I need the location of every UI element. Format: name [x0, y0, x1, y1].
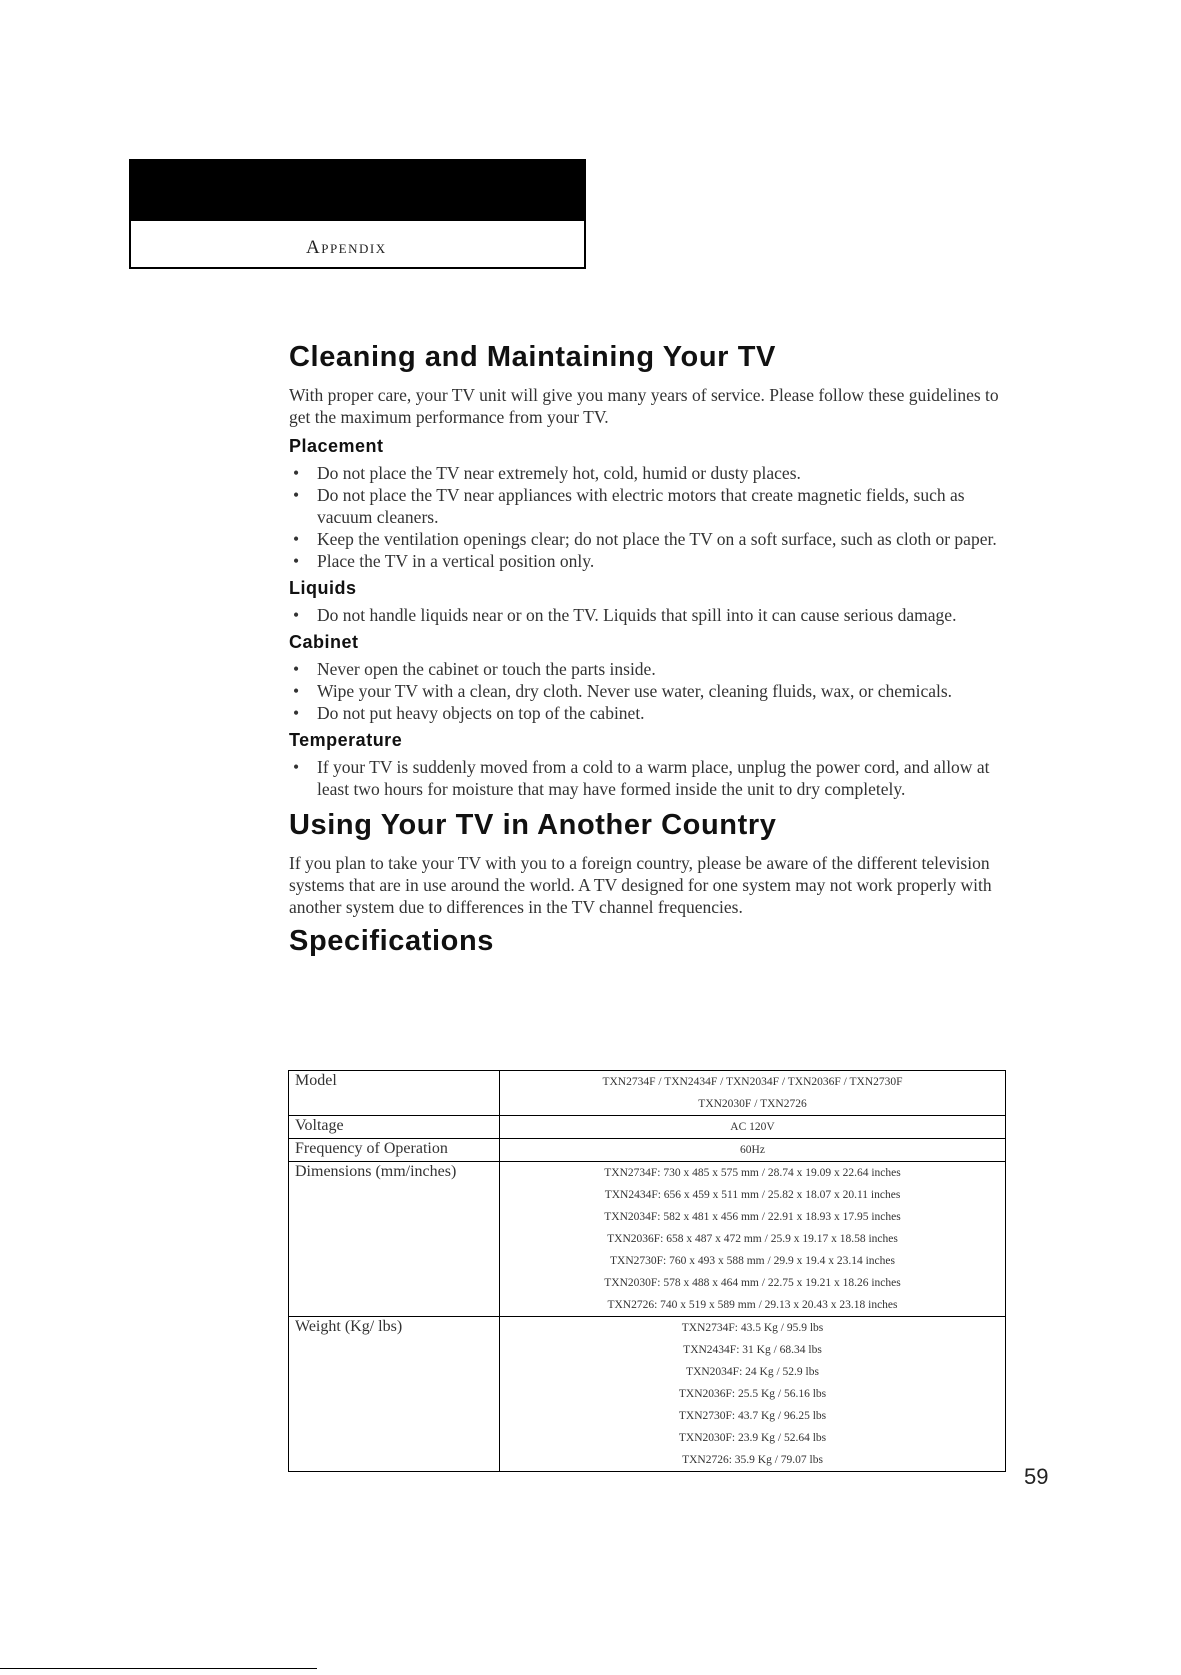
liquids-heading: Liquids: [289, 578, 357, 598]
spec-value-line: TXN2030F / TXN2726: [698, 1098, 807, 1110]
spec-value-line: TXN2734F: 43.5 Kg / 95.9 lbs: [681, 1322, 824, 1334]
table-row: [289, 1116, 1006, 1139]
liquids-list: [289, 604, 1009, 626]
cabinet-list: [289, 658, 1009, 724]
list-item: • Never open the cabinet or touch the parts inside.: [289, 658, 1009, 680]
placement-heading: Placement: [289, 436, 384, 456]
spec-value-line: TXN2036F: 25.5 Kg / 56.16 lbs: [678, 1388, 827, 1400]
list-item: • Do not place the TV near appliances with electric motors that create magnetic fields, such as vacuum cleaners.: [289, 484, 1009, 528]
list-item: • Wipe your TV with a clean, dry cloth. Never use water, cleaning fluids, wax, or chemicals.: [289, 680, 1009, 702]
table-row: [289, 1162, 1006, 1317]
spec-value-line: TXN2726: 35.9 Kg / 79.07 lbs: [682, 1454, 823, 1466]
list-item: • Place the TV in a vertical position only.: [289, 550, 1009, 572]
specifications-table: [288, 1070, 1006, 1472]
page-number: 59: [1024, 1464, 1049, 1489]
spec-value-line: TXN2434F: 31 Kg / 68.34 lbs: [683, 1344, 822, 1356]
list-item: • Do not handle liquids near or on the TV. Liquids that spill into it can cause serious damage.: [289, 604, 1009, 626]
spec-value-line: TXN2036F: 658 x 487 x 472 mm / 25.9 x 19.17 x 18.58 inches: [607, 1233, 898, 1245]
spec-value-voltage: [500, 1116, 1006, 1139]
cabinet-heading: Cabinet: [289, 632, 359, 652]
table-row: [289, 1317, 1006, 1472]
spec-label-weight: Weight (Kg/ lbs): [289, 1317, 500, 1472]
temperature-list: [289, 756, 1009, 800]
spec-label-voltage: Voltage: [289, 1116, 500, 1139]
spec-value-line: TXN2434F: 656 x 459 x 511 mm / 25.82 x 18.07 x 20.11 inches: [604, 1189, 901, 1201]
country-title: Using Your TV in Another Country: [289, 809, 777, 841]
spec-value-line: TXN2034F: 24 Kg / 52.9 lbs: [686, 1366, 819, 1378]
spec-value-frequency: [500, 1139, 1006, 1162]
bottom-divider: [0, 1668, 317, 1669]
table-row: [289, 1071, 1006, 1116]
table-row: [289, 1139, 1006, 1162]
spec-label-frequency: Frequency of Operation: [289, 1139, 500, 1162]
list-item: • If your TV is suddenly moved from a cold to a warm place, unplug the power cord, and allow at least two hours for moisture that may have formed inside the unit to dry completely.: [289, 756, 1009, 800]
header-black-band: [131, 161, 584, 221]
spec-value-line: TXN2030F: 23.9 Kg / 52.64 lbs: [678, 1432, 827, 1444]
spec-value-line: TXN2030F: 578 x 488 x 464 mm / 22.75 x 19.21 x 18.26 inches: [604, 1277, 901, 1289]
spec-label-dimensions: Dimensions (mm/inches): [289, 1162, 500, 1317]
spec-value-line: TXN2730F: 760 x 493 x 588 mm / 29.9 x 19.4 x 23.14 inches: [610, 1255, 895, 1267]
country-text: If you plan to take your TV with you to a foreign country, please be aware of the different television systems that are in use around the world. A TV designed for one system may not work properly with another system due to differences in the TV channel frequencies.: [289, 853, 992, 917]
spec-value-line: AC 120V: [730, 1121, 775, 1133]
section-label: Appendix: [306, 237, 387, 258]
spec-value-weight: [500, 1317, 1006, 1472]
cleaning-intro: With proper care, your TV unit will give you many years of service. Please follow these guidelines to get the maximum performance from your TV.: [289, 385, 999, 427]
spec-value-line: TXN2034F: 582 x 481 x 456 mm / 22.91 x 18.93 x 17.95 inches: [604, 1211, 901, 1223]
spec-label-model: Model: [289, 1071, 500, 1116]
spec-value-line: TXN2730F: 43.7 Kg / 96.25 lbs: [678, 1410, 827, 1422]
list-item: • Keep the ventilation openings clear; do not place the TV on a soft surface, such as cloth or paper.: [289, 528, 1009, 550]
spec-value-model: [500, 1071, 1006, 1116]
section-header-box: [129, 159, 586, 269]
placement-list: [289, 462, 1009, 572]
spec-value-line: TXN2726: 740 x 519 x 589 mm / 29.13 x 20.43 x 23.18 inches: [607, 1299, 898, 1311]
spec-value-line: TXN2734F / TXN2434F / TXN2034F / TXN2036F / TXN2730F: [602, 1076, 903, 1088]
spec-value-line: TXN2734F: 730 x 485 x 575 mm / 28.74 x 19.09 x 22.64 inches: [604, 1167, 901, 1179]
list-item: • Do not place the TV near extremely hot, cold, humid or dusty places.: [289, 462, 1009, 484]
main-content: [289, 340, 1009, 964]
specifications-title: Specifications: [289, 925, 495, 957]
list-item: • Do not put heavy objects on top of the cabinet.: [289, 702, 1009, 724]
spec-value-line: 60Hz: [740, 1144, 765, 1156]
spec-value-dimensions: [500, 1162, 1006, 1317]
cleaning-title: Cleaning and Maintaining Your TV: [289, 341, 776, 373]
temperature-heading: Temperature: [289, 730, 403, 750]
